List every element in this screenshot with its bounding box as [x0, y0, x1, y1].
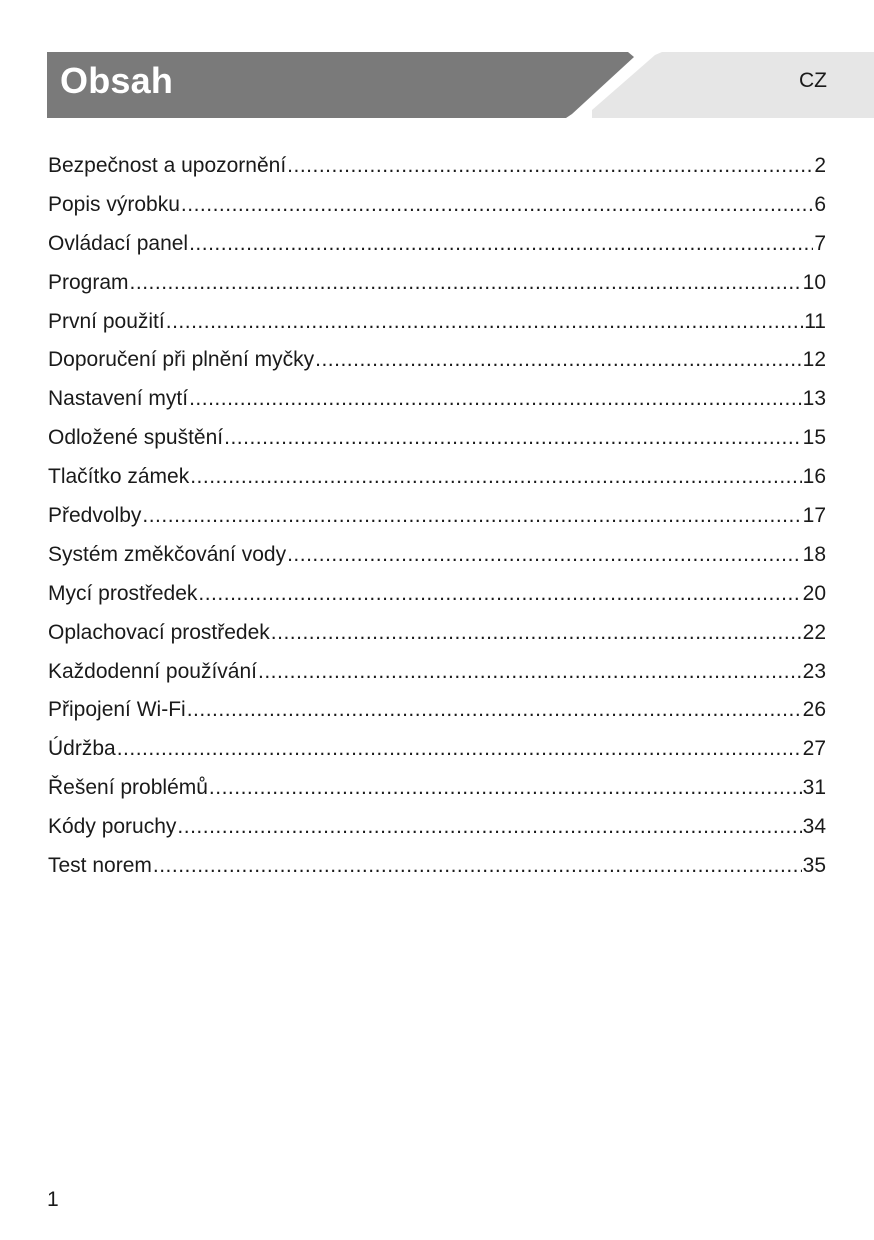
- toc-leader-dots: [287, 147, 813, 186]
- toc-entry-page: 18: [802, 542, 826, 566]
- toc-leader-dots: [181, 186, 813, 225]
- toc-leader-dots: [189, 225, 813, 264]
- toc-entry-title: Program: [48, 270, 129, 294]
- toc-entry-page: 34: [802, 815, 826, 839]
- toc-entry[interactable]: [48, 186, 826, 225]
- toc-entry[interactable]: [48, 147, 826, 186]
- toc-leader-dots: [177, 808, 801, 847]
- toc-entry[interactable]: [48, 341, 826, 380]
- toc-entry-title: Odložené spuštění: [48, 426, 224, 450]
- toc-entry[interactable]: [48, 614, 826, 653]
- language-code: CZ: [799, 69, 827, 92]
- toc-entry-page: 6: [814, 192, 826, 216]
- toc-entry-page: 13: [802, 387, 826, 411]
- toc-entry-title: Kódy poruchy: [48, 815, 177, 839]
- toc-leader-dots: [166, 303, 803, 342]
- footer-page-number: 1: [47, 1188, 59, 1211]
- header-light-band: [592, 52, 874, 118]
- toc-entry-title: Ovládací panel: [48, 231, 189, 255]
- toc-entry[interactable]: [48, 808, 826, 847]
- toc-entry[interactable]: [48, 225, 826, 264]
- toc-leader-dots: [187, 691, 802, 730]
- toc-entry[interactable]: [48, 653, 826, 692]
- toc-entry[interactable]: [48, 847, 826, 886]
- toc-entry-page: 31: [802, 776, 826, 800]
- toc-leader-dots: [209, 769, 802, 808]
- toc-entry[interactable]: [48, 536, 826, 575]
- toc-entry-title: Test norem: [48, 854, 152, 878]
- toc-leader-dots: [287, 536, 802, 575]
- toc-leader-dots: [190, 458, 801, 497]
- toc-entry[interactable]: [48, 458, 826, 497]
- toc-leader-dots: [258, 653, 802, 692]
- toc-entry-title: Tlačítko zámek: [48, 465, 190, 489]
- toc-leader-dots: [271, 614, 802, 653]
- toc-entry-title: Mycí prostředek: [48, 581, 198, 605]
- toc-entry-page: 26: [802, 698, 826, 722]
- toc-entry-title: Oplachovací prostředek: [48, 620, 270, 644]
- toc-leader-dots: [142, 497, 801, 536]
- toc-entry-page: 16: [802, 465, 826, 489]
- toc-entry-title: Řešení problémů: [48, 776, 208, 800]
- toc-entry-title: Každodenní používání: [48, 659, 257, 683]
- toc-entry-page: 22: [802, 620, 826, 644]
- toc-leader-dots: [315, 341, 802, 380]
- toc-entry-title: Bezpečnost a upozornění: [48, 154, 287, 177]
- toc-entry-page: 2: [814, 154, 826, 177]
- toc-entry-title: První použití: [48, 309, 165, 333]
- page-title: Obsah: [60, 60, 174, 101]
- toc-entry[interactable]: [48, 769, 826, 808]
- toc-entry-page: 35: [802, 854, 826, 878]
- toc-entry-title: Připojení Wi-Fi: [48, 698, 186, 722]
- toc-leader-dots: [198, 575, 801, 614]
- toc-entry-page: 11: [804, 309, 826, 333]
- toc-leader-dots: [224, 419, 802, 458]
- toc-entry-title: Údržba: [48, 737, 116, 761]
- toc-entry-page: 23: [802, 659, 826, 683]
- toc-entry[interactable]: [48, 691, 826, 730]
- toc-entry[interactable]: [48, 730, 826, 769]
- toc-entry-page: 27: [802, 737, 826, 761]
- toc-entry[interactable]: [48, 264, 826, 303]
- toc-leader-dots: [117, 730, 802, 769]
- toc-entry[interactable]: [48, 497, 826, 536]
- toc-leader-dots: [189, 380, 802, 419]
- toc-entry-page: 15: [802, 426, 826, 450]
- toc-entry[interactable]: [48, 419, 826, 458]
- toc-entry-page: 20: [802, 581, 826, 605]
- table-of-contents: [48, 147, 826, 886]
- toc-entry-title: Systém změkčování vody: [48, 542, 287, 566]
- toc-entry[interactable]: [48, 303, 826, 342]
- toc-entry-title: Nastavení mytí: [48, 387, 189, 411]
- toc-leader-dots: [153, 847, 802, 886]
- toc-entry-title: Popis výrobku: [48, 192, 180, 216]
- toc-entry-page: 10: [802, 270, 826, 294]
- toc-entry-title: Předvolby: [48, 504, 142, 528]
- toc-leader-dots: [130, 264, 802, 303]
- toc-entry-page: 7: [814, 231, 826, 255]
- toc-entry[interactable]: [48, 575, 826, 614]
- toc-entry-page: 12: [802, 348, 826, 372]
- toc-entry-page: 17: [802, 504, 826, 528]
- toc-entry-title: Doporučení při plnění myčky: [48, 348, 315, 372]
- toc-entry[interactable]: [48, 380, 826, 419]
